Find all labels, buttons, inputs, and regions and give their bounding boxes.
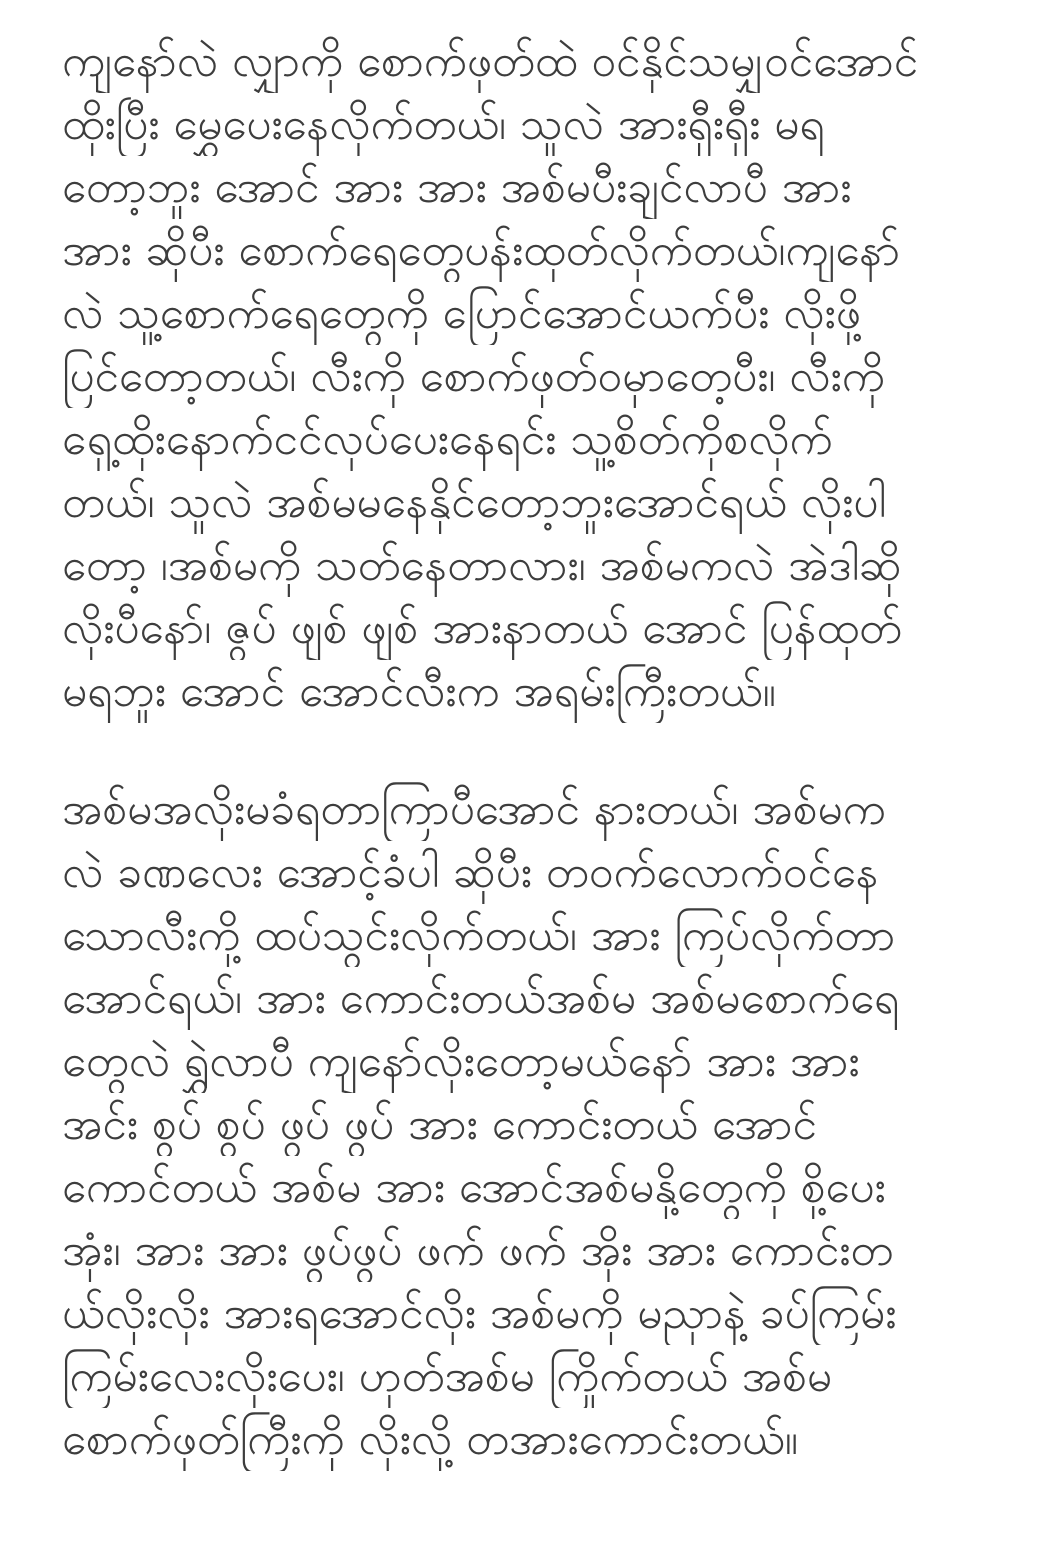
text-line: အုံး၊ အား အား ဖွပ်ဖွပ် ဖက် ဖက် အိုး အား ကောင်းတ [62,1225,894,1276]
text-line: မရဘူး အောင် အောင်လီးက အရမ်းကြီးတယ်။ [62,666,776,717]
text-line: အား ဆိုပီး စောက်ရေတွေပန်းထုတ်လိုက်တယ်၊ကျနော် [62,225,901,276]
text-line: ယ်လိုးလိုး အားရအောင်လိုး အစ်မကို မညှာနဲ့ ခပ်ကြမ်း [62,1288,897,1339]
text-line: လိုးပီနော်၊ ဇွပ် ဖျစ် ဖျစ် အားနာတယ် အောင် ပြန်ထုတ် [62,603,902,654]
text-line: တော့ဘူး အောင် အား အား အစ်မပီးချင်လာပီ အား [62,162,852,213]
paragraph-1 [62,30,1003,723]
text-line: အောင်ရယ်၊ အား ကောင်းတယ်အစ်မ အစ်မစောက်ရေ [62,973,900,1024]
text-line: ပြင်တော့တယ်၊ လီးကို စောက်ဖုတ်ဝမှာတေ့ပီး၊ လီးကို [62,351,885,402]
text-line: ကျနော်လဲ လျှာကို စောက်ဖုတ်ထဲ ဝင်နိုင်သမျှဝင်အောင် [62,36,919,87]
text-line: တယ်၊ သူလဲ အစ်မမနေနိုင်တော့ဘူးအောင်ရယ် လိုးပါ [62,477,886,528]
text-line: တွေလဲ ရွှဲလာပီ ကျနော်လိုးတော့မယ်နော် အား အား [62,1036,860,1087]
text-line: ထိုးပြီး မွှေပေးနေလိုက်တယ်၊ သူလဲ အားရှီးရှီး မရ [62,99,825,150]
text-line: ရှေ့ထိုးနောက်ငင်လုပ်ပေးနေရင်း သူ့စိတ်ကိုစလိုက် [62,414,833,465]
text-line: လဲ သူ့စောက်ရေတွေကို ပြောင်အောင်ယက်ပီး လိုးဖို့ [62,288,861,339]
text-line: စောက်ဖုတ်ကြီးကို လိုးလို့ တအားကောင်းတယ်။ [62,1414,799,1465]
text-line: တော့ ၊အစ်မကို သတ်နေတာလား၊ အစ်မကလဲ အဲဒါဆို [62,540,902,591]
text-line: ကြမ်းလေးလိုးပေး၊ ဟုတ်အစ်မ ကြိုက်တယ် အစ်မ [62,1351,833,1402]
text-line: အင်း စွပ် စွပ် ဖွပ် ဖွပ် အား ကောင်းတယ် အောင် [62,1099,817,1150]
paragraph-2 [62,778,1003,1471]
text-line: အစ်မအလိုးမခံရတာကြာပီအောင် နားတယ်၊ အစ်မက [62,784,886,835]
text-line: သောလီးကို့ ထပ်သွင်းလိုက်တယ်၊ အား ကြပ်လိုက်တာ [62,910,896,961]
text-line: ကောင်တယ် အစ်မ အား အောင်အစ်မနို့တွေကို စို့ပေး [62,1162,886,1213]
text-line: လဲ ခဏလေး အောင့်ခံပါ ဆိုပီး တဝက်လောက်ဝင်နေ [62,847,879,898]
